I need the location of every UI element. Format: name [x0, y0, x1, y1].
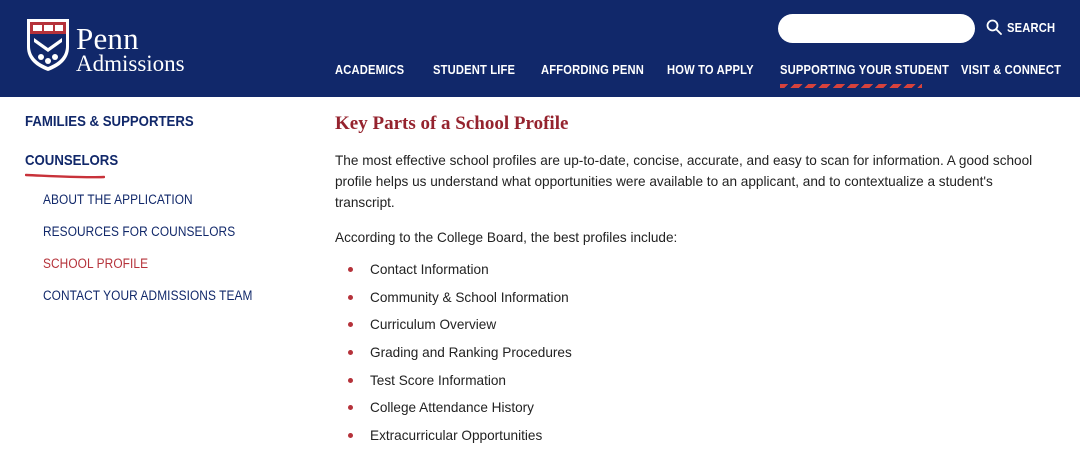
search-button[interactable]: [986, 16, 1063, 38]
sidebar-item-about-the-application[interactable]: ABOUT THE APPLICATION: [43, 192, 193, 207]
sidebar-item-resources-for-counselors[interactable]: RESOURCES FOR COUNSELORS: [43, 224, 236, 239]
nav-how-to-apply[interactable]: HOW TO APPLY: [667, 62, 754, 77]
search-icon: [986, 19, 1002, 35]
search-button-label: SEARCH: [1007, 19, 1056, 35]
intro-paragraph: The most effective school profiles are up-to-date, concise, accurate, and easy to scan for information. A good school profile helps us understand what opportunities were available to an applicant, and to contextualize a student's transcript.: [335, 153, 1033, 210]
bullet-dot: [348, 267, 353, 272]
bullet-dot: [348, 322, 353, 327]
lead-paragraph: According to the College Board, the best profiles include:: [335, 230, 678, 245]
list-item: [335, 259, 572, 287]
list-item-text: Curriculum Overview: [370, 317, 497, 333]
list-item-text: Test Score Information: [370, 372, 506, 388]
active-section-indicator: [25, 172, 105, 180]
page-title: Key Parts of a School Profile: [335, 113, 569, 134]
list-item: [335, 314, 572, 342]
list-item: [335, 425, 572, 453]
list-item-text: College Attendance History: [370, 400, 534, 416]
main-nav: [0, 62, 1080, 82]
sidebar-section-families-supporters[interactable]: FAMILIES & SUPPORTERS: [25, 113, 194, 130]
nav-affording-penn[interactable]: AFFORDING PENN: [541, 62, 645, 77]
logo-text-penn: Penn: [76, 21, 139, 56]
sidebar-section-counselors[interactable]: COUNSELORS: [25, 152, 119, 169]
logo-text-admissions: Admissions: [76, 51, 185, 76]
bullet-dot: [348, 378, 353, 383]
bullet-dot: [348, 405, 353, 410]
bullet-dot: [348, 433, 353, 438]
nav-supporting-your-student[interactable]: SUPPORTING YOUR STUDENT: [780, 62, 949, 77]
nav-academics[interactable]: ACADEMICS: [335, 62, 405, 77]
profile-items-list: [335, 259, 572, 453]
list-item-text: Contact Information: [370, 262, 489, 277]
nav-visit-connect[interactable]: VISIT & CONNECT: [961, 62, 1062, 77]
list-item: [335, 397, 572, 425]
nav-student-life[interactable]: STUDENT LIFE: [433, 62, 516, 77]
list-item: [335, 342, 572, 370]
list-item: [335, 287, 572, 315]
list-item-text: Extracurricular Opportunities: [370, 428, 543, 444]
list-item-text: Grading and Ranking Procedures: [370, 345, 572, 361]
bullet-dot: [348, 350, 353, 355]
list-item-text: Community & School Information: [370, 289, 569, 305]
site-header: [0, 0, 1080, 97]
active-nav-indicator: [780, 84, 922, 88]
sidebar-item-school-profile[interactable]: SCHOOL PROFILE: [43, 256, 149, 271]
bullet-dot: [348, 295, 353, 300]
sidebar-item-contact-your-admissions-team[interactable]: CONTACT YOUR ADMISSIONS TEAM: [43, 288, 253, 303]
search-input[interactable]: [778, 14, 975, 43]
list-item: [335, 370, 572, 398]
